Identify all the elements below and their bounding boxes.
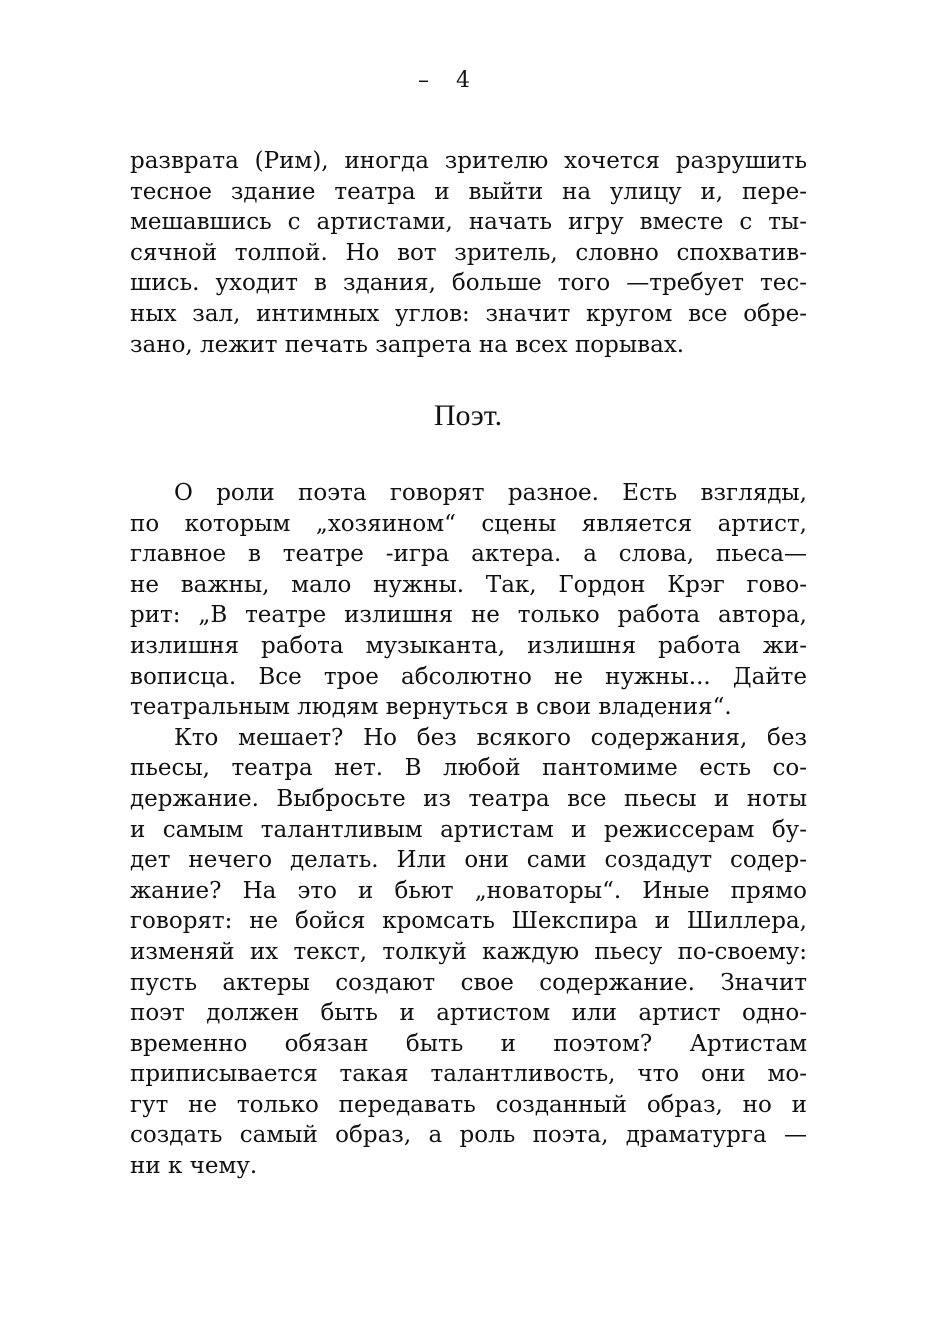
paragraph-2 (130, 723, 807, 1182)
top-paragraph (130, 146, 807, 360)
text-line: говорят: не бойся кромсать Шекспира и Шиллера, (130, 908, 807, 935)
text-line: О роли поэта говорят разное. Есть взгляды, (174, 480, 807, 506)
text-line: главное в театре -игра актера. а слова, пьеса— (130, 541, 807, 568)
text-line: создать самый образ, а роль поэта, драматурга — (130, 1122, 807, 1149)
text-line: зано, лежит печать запрета на всех порывах. (130, 331, 685, 358)
text-line: по которым „хозяином“ сцены является артист, (130, 510, 807, 537)
body-paragraphs (130, 478, 807, 1182)
text-line: сячной толпой. Но вот зритель, словно спохватив- (130, 239, 807, 266)
text-line: гут не только передавать созданный образ, но и (130, 1091, 807, 1118)
text-line: разврата (Рим), иногда зрителю хочется разрушить (130, 148, 807, 174)
text-line: временно обязан быть и поэтом? Артистам (130, 1030, 807, 1057)
text-line: вописца. Все трое абсолютно не нужны... Дайте (130, 663, 807, 690)
text-line: излишня работа музыканта, излишня работа жи- (130, 632, 807, 659)
text-line: не важны, мало нужны. Так, Гордон Крэг гово- (130, 571, 807, 598)
section-title: Поэт. (433, 399, 503, 432)
text-line: ных зал, интимных углов: значит кругом все обре- (130, 300, 807, 327)
text-line: театральным людям вернуться в свои владения“. (130, 694, 732, 721)
text-line: мешавшись с артистами, начать игру вместе с ты- (130, 209, 807, 236)
text-line: ни к чему. (130, 1153, 258, 1180)
page-number: – 4 (418, 68, 480, 93)
text-line: приписывается такая талантливость, что они мо- (130, 1061, 807, 1088)
text-line: жание? На это и бьют „новаторы“. Иные прямо (130, 877, 807, 904)
text-line: изменяй их текст, толкуй каждую пьесу по-своему: (130, 938, 807, 965)
text-line: пусть актеры создают свое содержание. Значит (130, 969, 807, 996)
text-line: Кто мешает? Но без всякого содержания, без (174, 724, 807, 751)
text-line: шись. уходит в здания, больше того —требует тес- (130, 270, 807, 297)
text-line: рит: „В театре излишня не только работа автора, (130, 602, 807, 629)
text-line: дет нечего делать. Или они сами создадут содер- (130, 847, 807, 874)
paragraph-1 (130, 478, 807, 723)
text-line: поэт должен быть и артистом или артист одно- (130, 1000, 807, 1027)
text-line: тесное здание театра и выйти на улицу и, пере- (130, 178, 807, 205)
text-line: и самым талантливым артистам и режиссерам бу- (130, 816, 807, 843)
text-line: пьесы, театра нет. В любой пантомиме есть со- (130, 755, 807, 782)
text-line: держание. Выбросьте из театра все пьесы и ноты (130, 785, 807, 812)
